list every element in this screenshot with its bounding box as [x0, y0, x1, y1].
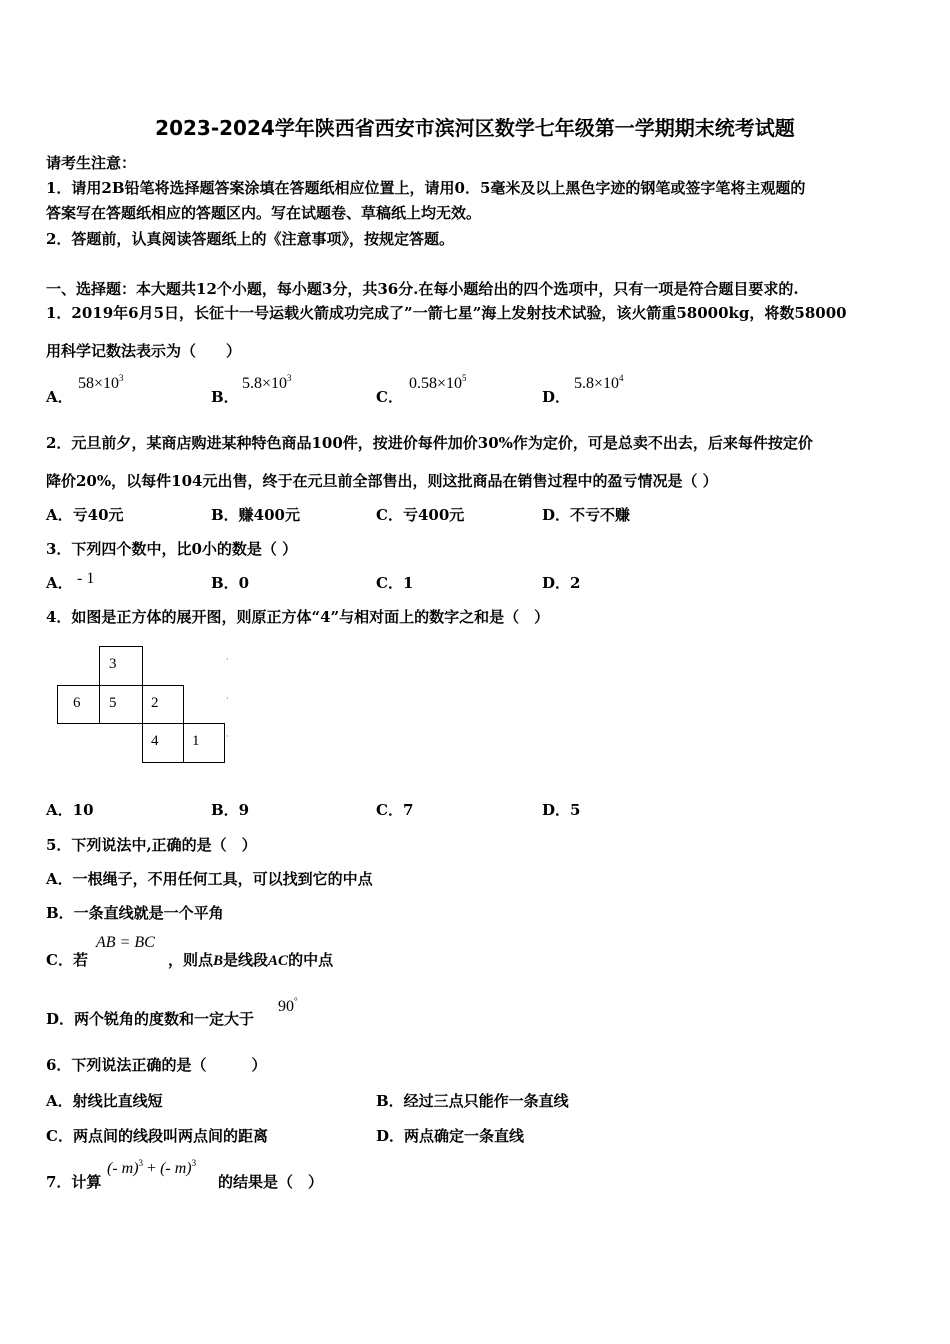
q2-stem-line-2: 降价20%，以每件104元出售，终于在元旦前全部售出，则这批商品在销售过程中的盈亏情况是（ ）	[46, 472, 718, 490]
net-number-2: 2	[151, 695, 159, 711]
q2-stem-line-1: 2．元旦前夕，某商店购进某种特色商品100件，按进价每件加价30%作为定价，可是总卖不出去，后来每件按定价	[46, 434, 813, 452]
notice-heading: 请考生注意：	[46, 154, 137, 172]
q2-option-d: D．不亏不赚	[542, 506, 631, 524]
net-cell-5	[99, 685, 143, 724]
q4-option-c: C．7	[376, 801, 414, 819]
net-number-4: 4	[151, 733, 159, 749]
net-cell-1	[183, 723, 225, 763]
q5-option-b: B．一条直线就是一个平角	[46, 904, 224, 922]
q1-option-a-math: $58\times 10^3$	[78, 373, 124, 392]
q3-option-b: B．0	[211, 574, 250, 592]
q4-option-b: B．9	[211, 801, 250, 819]
net-cell-4	[142, 723, 184, 763]
net-cell-2	[142, 685, 184, 724]
q4-option-d: D．5	[542, 801, 581, 819]
q2-option-a: A．亏40元	[46, 506, 124, 524]
q1-option-b-math: $5.8\times 10^3$	[242, 373, 292, 392]
q1-stem-line-2: 用科学记数法表示为（ ）	[46, 342, 242, 360]
section-heading: 一、选择题：本大题共12个小题，每小题3分，共36分.在每小题给出的四个选项中，只有一项是符合题目要求的.	[46, 280, 799, 298]
q7-prefix: 7．计算	[46, 1173, 102, 1191]
q1-option-b-label: B．	[211, 388, 239, 406]
q6-option-c: C．两点间的线段叫两点间的距离	[46, 1127, 268, 1145]
q6-option-d: D．两点确定一条直线	[376, 1127, 525, 1145]
q5-option-a: A．一根绳子，不用任何工具，可以找到它的中点	[46, 870, 373, 888]
notice-line-1: 1．请用2B铅笔将选择题答案涂填在答题纸相应位置上，请用0．5毫米及以上黑色字迹的钢笔或签字笔将主观题的	[46, 179, 806, 197]
q6-option-b: B．经过三点只能作一条直线	[376, 1092, 569, 1110]
q5-option-d-math: 90°	[278, 996, 298, 1015]
q3-option-a-label: A．	[46, 574, 73, 592]
net-mark: ·	[226, 655, 229, 664]
q1-option-d-math: $5.8\times 10^4$	[574, 373, 624, 392]
q5-option-c-prefix: C．若	[46, 951, 88, 969]
q3-stem: 3．下列四个数中，比0小的数是（ ）	[46, 540, 298, 558]
net-mark: ·	[226, 694, 229, 703]
q1-option-c-math: $0.58\times 10^5$	[409, 373, 467, 392]
q7-suffix: 的结果是（ ）	[218, 1173, 324, 1191]
net-number-3: 3	[109, 656, 117, 672]
q3-option-d: D．2	[542, 574, 581, 592]
net-number-1: 1	[192, 733, 200, 749]
q1-option-c-label: C．	[376, 388, 403, 406]
q5-stem: 5．下列说法中,正确的是（ ）	[46, 836, 257, 854]
q4-stem: 4．如图是正方体的展开图，则原正方体“4”与相对面上的数字之和是（ ）	[46, 608, 550, 626]
q5-option-c-math: AB = BC	[96, 934, 155, 951]
q6-stem: 6．下列说法正确的是（ ）	[46, 1056, 267, 1074]
q5-option-c-text: ，则点B是线段AC的中点	[168, 951, 334, 969]
net-cell-3	[99, 646, 143, 686]
q3-option-a-math: - 1	[77, 570, 95, 587]
q1-stem-line-1: 1．2019年6月5日，长征十一号运载火箭成功完成了”一箭七星”海上发射技术试验，该火箭重58000kg，将数58000	[46, 304, 847, 322]
q2-option-c: C．亏400元	[376, 506, 465, 524]
q4-option-a: A．10	[46, 801, 94, 819]
q7-expression: (- m)$^3$ + (- m)$^3$	[107, 1158, 197, 1177]
notice-line-3: 2．答题前，认真阅读答题纸上的《注意事项》，按规定答题。	[46, 230, 454, 248]
net-mark: ·	[226, 732, 229, 741]
net-number-5: 5	[109, 695, 117, 711]
q1-option-d-label: D．	[542, 388, 571, 406]
q2-option-b: B．赚400元	[211, 506, 300, 524]
q5-option-d-text: D．两个锐角的度数和一定大于	[46, 1010, 255, 1028]
q1-option-a-label: A．	[46, 388, 73, 406]
q6-option-a: A．射线比直线短	[46, 1092, 163, 1110]
notice-line-2: 答案写在答题纸相应的答题区内。写在试题卷、草稿纸上均无效。	[46, 204, 482, 222]
net-number-6: 6	[73, 695, 81, 711]
page-title: 2023-2024学年陕西省西安市滨河区数学七年级第一学期期末统考试题	[155, 116, 795, 140]
q3-option-c: C．1	[376, 574, 414, 592]
